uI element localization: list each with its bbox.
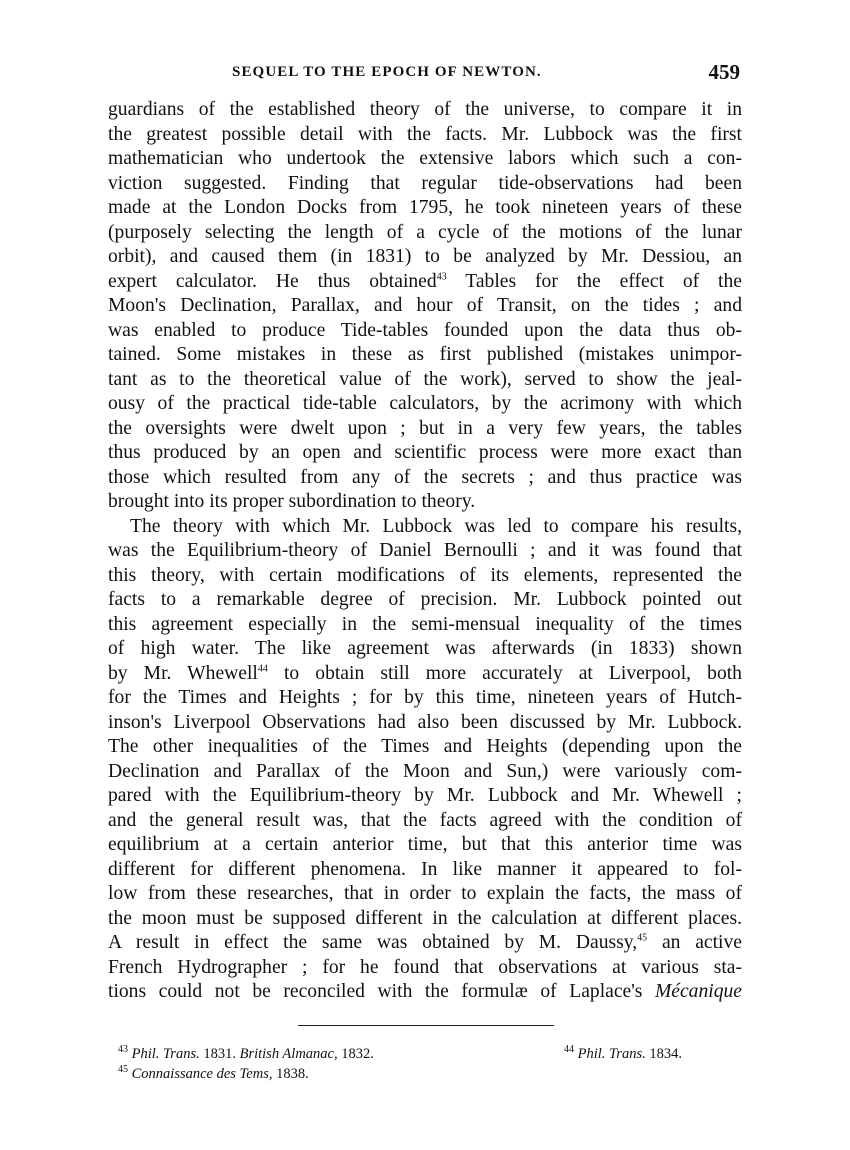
- footnote-citation: British Almanac,: [239, 1046, 338, 1062]
- text-line: the greatest possible detail with the facts. Mr. Lubbock was the first: [108, 123, 742, 145]
- footnote-citation: Phil. Trans.: [577, 1046, 646, 1062]
- text-line: [108, 931, 742, 956]
- text-segment: to obtain still more accurately at Liverpool, both: [267, 662, 742, 684]
- footnote-text: 1834.: [645, 1046, 682, 1062]
- text-line: [108, 662, 742, 687]
- text-line: different for different phenomena. In like manner it appeared to fol-: [108, 858, 742, 880]
- text-line: inson's Liverpool Observations had also been discussed by Mr. Lubbock.: [108, 711, 742, 733]
- text-line: was the Equilibrium-theory of Daniel Bernoulli ; and it was found that: [108, 540, 742, 561]
- text-line: viction suggested. Finding that regular tide-observations had been: [108, 172, 742, 194]
- text-line: those which resulted from any of the secrets ; and thus practice was: [108, 466, 742, 488]
- paragraph-2: [108, 515, 742, 1005]
- text-line: The other inequalities of the Times and Heights (depending upon the: [108, 736, 742, 757]
- footnote-number: 44: [564, 1044, 574, 1056]
- footnote-45: [118, 1064, 309, 1084]
- text-line: mathematician who undertook the extensive labors which such a con-: [108, 148, 742, 169]
- text-segment: an active: [647, 932, 742, 953]
- text-line: made at the London Docks from 1795, he took nineteen years of these: [108, 197, 742, 218]
- footnote-ref-44: 44: [257, 662, 268, 674]
- text-line: this agreement especially in the semi-mensual inequality of the times: [108, 613, 742, 635]
- text-segment: tions could not be reconciled with the formulæ of Laplace's: [108, 981, 655, 1002]
- footnote-ref-45: 45: [637, 932, 648, 944]
- text-line: (purposely selecting the length of a cycle of the motions of the lunar: [108, 221, 742, 243]
- footnote-number: 43: [118, 1044, 128, 1056]
- text-line: tained. Some mistakes in these as first published (mistakes unimpor-: [108, 344, 742, 365]
- page-header: [108, 60, 740, 86]
- text-line: tant as to the theoretical value of the work), served to show the jeal-: [108, 368, 742, 390]
- text-line: guardians of the established theory of the universe, to compare it in: [108, 99, 742, 120]
- footnote-divider: [298, 1025, 554, 1026]
- text-segment: expert calculator. He thus obtained: [108, 270, 437, 292]
- text-line: thus produced by an open and scientific process were more exact than: [108, 442, 742, 463]
- footnote-number: 45: [118, 1064, 128, 1076]
- footnote-text: 1838.: [272, 1066, 309, 1082]
- text-line: [108, 270, 742, 295]
- text-segment: Tables for the effect of the: [446, 270, 742, 292]
- footnote-ref-43: 43: [436, 270, 447, 282]
- text-line: facts to a remarkable degree of precision. Mr. Lubbock pointed out: [108, 589, 742, 610]
- page-number: 459: [708, 60, 740, 84]
- text-line: the moon must be supposed different in the calculation at different places.: [108, 907, 742, 929]
- text-line: Declination and Parallax of the Moon and Sun,) were variously com-: [108, 760, 742, 782]
- text-line: equilibrium at a certain anterior time, but that this anterior time was: [108, 834, 742, 855]
- text-line: ousy of the practical tide-table calculators, by the acrimony with which: [108, 393, 742, 414]
- text-line: pared with the Equilibrium-theory by Mr. Lubbock and Mr. Whewell ;: [108, 785, 742, 806]
- footnote-citation: Connaissance des Tems,: [131, 1066, 273, 1082]
- footnote-text: 1832.: [337, 1046, 374, 1062]
- text-line: [108, 980, 742, 1005]
- text-line: brought into its proper subordination to theory.: [108, 491, 476, 512]
- text-line: and the general result was, that the facts agreed with the condition of: [108, 809, 742, 831]
- text-line: French Hydrographer ; for he found that observations at various sta-: [108, 956, 742, 978]
- text-line: The theory with which Mr. Lubbock was led to compare his results,: [130, 515, 742, 537]
- text-line: the oversights were dwelt upon ; but in a very few years, the tables: [108, 417, 742, 439]
- text-segment: A result in effect the same was obtained by M. Daussy,: [108, 932, 638, 953]
- text-line: orbit), and caused them (in 1831) to be analyzed by Mr. Dessiou, an: [108, 246, 742, 267]
- footnote-text: 1831.: [199, 1046, 240, 1062]
- text-line: Moon's Declination, Parallax, and hour of Transit, on the tides ; and: [108, 295, 742, 316]
- body-text: [108, 98, 742, 1005]
- text-line: was enabled to produce Tide-tables founded upon the data thus ob-: [108, 319, 742, 341]
- paragraph-1: [108, 98, 742, 515]
- running-title: SEQUEL TO THE EPOCH OF NEWTON.: [232, 64, 542, 80]
- text-line: for the Times and Heights ; for by this time, nineteen years of Hutch-: [108, 687, 742, 708]
- text-segment: by Mr. Whewell: [108, 662, 258, 684]
- footnote-43: [118, 1044, 374, 1064]
- footnote-citation: Phil. Trans.: [131, 1046, 200, 1062]
- text-line: of high water. The like agreement was afterwards (in 1833) shown: [108, 638, 742, 659]
- italic-title: Mécanique: [654, 981, 742, 1002]
- text-line: low from these researches, that in order to explain the facts, the mass of: [108, 883, 742, 904]
- text-line: this theory, with certain modifications of its elements, represented the: [108, 564, 742, 586]
- footnote-44: [564, 1044, 682, 1064]
